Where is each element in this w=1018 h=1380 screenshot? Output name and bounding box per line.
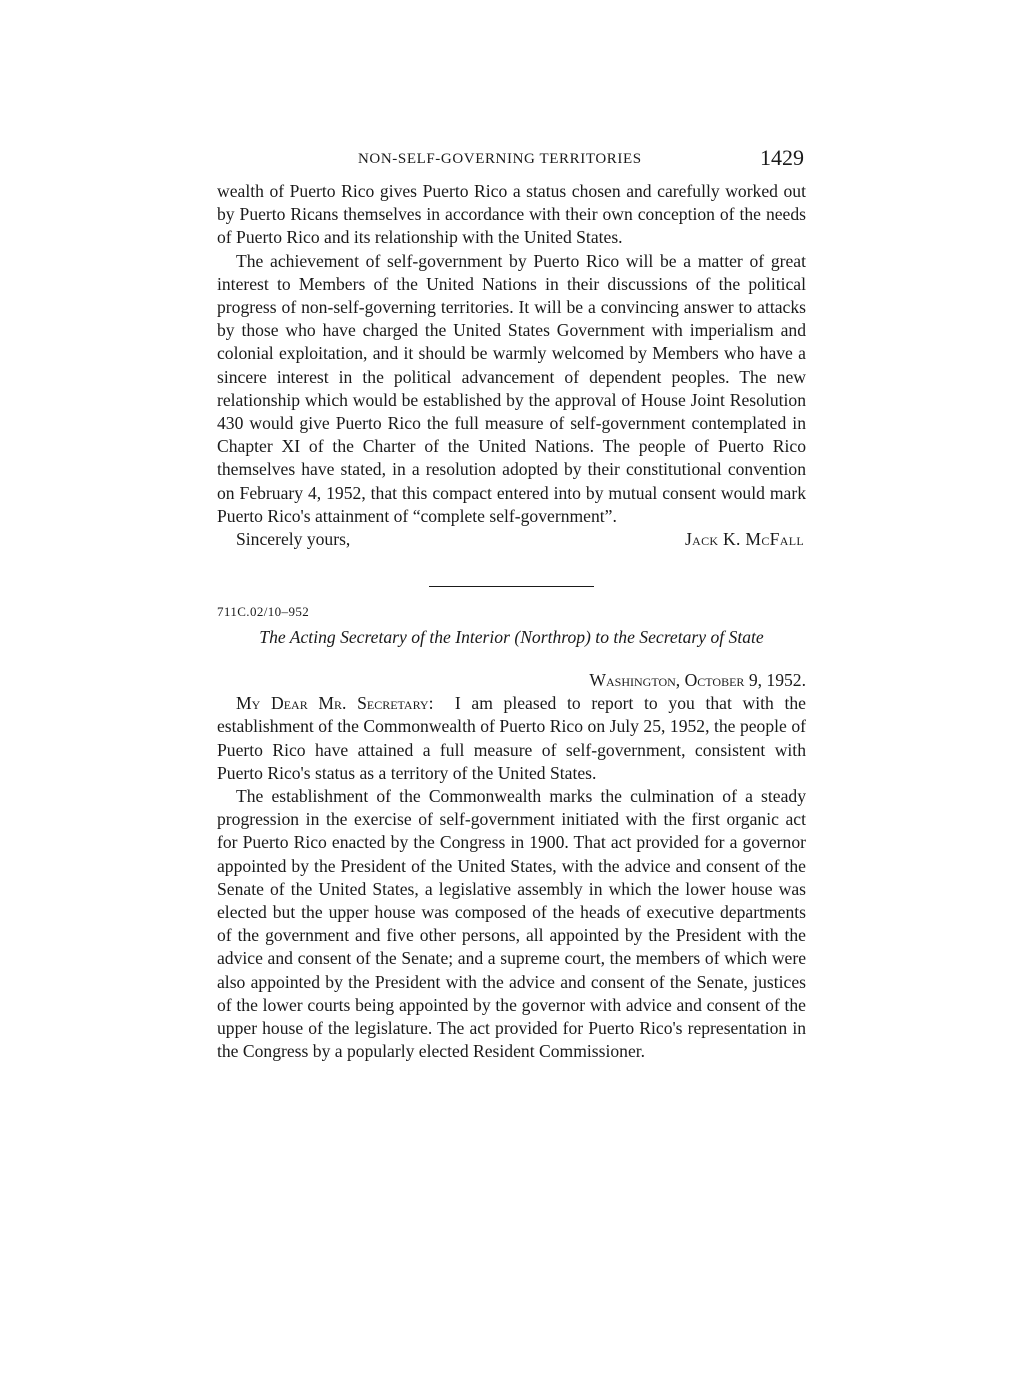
section-divider (429, 586, 594, 587)
file-number: 711C.02/10–952 (217, 604, 310, 620)
document-page (217, 146, 806, 1064)
signoff (217, 528, 806, 552)
running-title: NON-SELF-GOVERNING TERRITORIES (358, 151, 642, 167)
body-paragraph: The establishment of the Commonwealth marks the culmination of a steady progression in the exercise of self-government initiated with the first organic act for Puerto Rico enacted by the Congress in 1900. That act provided for a governor appointed by the President of the United States, with the advice and consent of the Senate of the United States, a legislative assembly in which the lower house was elected but the upper house was composed of the heads of executive departments of the government and five other persons, all appointed by the President with the advice and consent of the Senate; and a supreme court, the members of which were also appointed by the President with the advice and consent of the Senate, justices of the lower courts being appointed by the governor with advice and consent of the upper house of the legislature. The act provided for Puerto Rico's representation in the Congress by a popularly elected Resident Commissioner. (217, 786, 806, 1062)
salutation: My Dear Mr. Secretary: (236, 693, 434, 714)
letter-northrop (217, 604, 806, 1063)
signature: Jack K. McFall (684, 529, 804, 550)
body-paragraph: The achievement of self-government by Puerto Rico will be a matter of great interest to Members of the United Nations in their discussions of the political progress of non-self-governing territories. It will be a convincing answer to attacks by those who have charged the United States Government with imperialism and colonial exploitation, and it should be warmly welcomed by Members who have a sincere interest in the political advancement of dependent peoples. The new relationship which would be established by the approval of House Joint Resolution 430 would give Puerto Rico the full measure of self-government contemplated in Chapter XI of the Charter of the United Nations. The people of Puerto Rico themselves have stated, in a resolution adopted by their constitutional convention on February 4, 1952, that this compact entered into by mutual consent would mark Puerto Rico's attainment of “complete self-government”. (217, 250, 806, 526)
closing: Sincerely yours, (236, 529, 351, 550)
dateline: Washington, October 9, 1952. (589, 670, 806, 691)
opening-paragraph (217, 692, 806, 785)
document-heading: The Acting Secretary of the Interior (Northrop) to the Secretary of State (259, 627, 764, 648)
opening-text: I am pleased to report to you that with the establishment of the Commonwealth of Puerto Rico on July 25, 1952, the people of Puerto Rico have attained a full measure of self-government, consistent with Puerto Rico's status as a territory of the United States. (217, 693, 806, 783)
letter-mcfall (217, 180, 806, 552)
body-paragraph: wealth of Puerto Rico gives Puerto Rico a status chosen and carefully worked out by Puerto Ricans themselves in accordance with their own conception of the needs of Puerto Rico and its relationship with the United States. (217, 181, 806, 248)
running-head (217, 146, 806, 180)
page-number: 1429 (760, 145, 804, 170)
